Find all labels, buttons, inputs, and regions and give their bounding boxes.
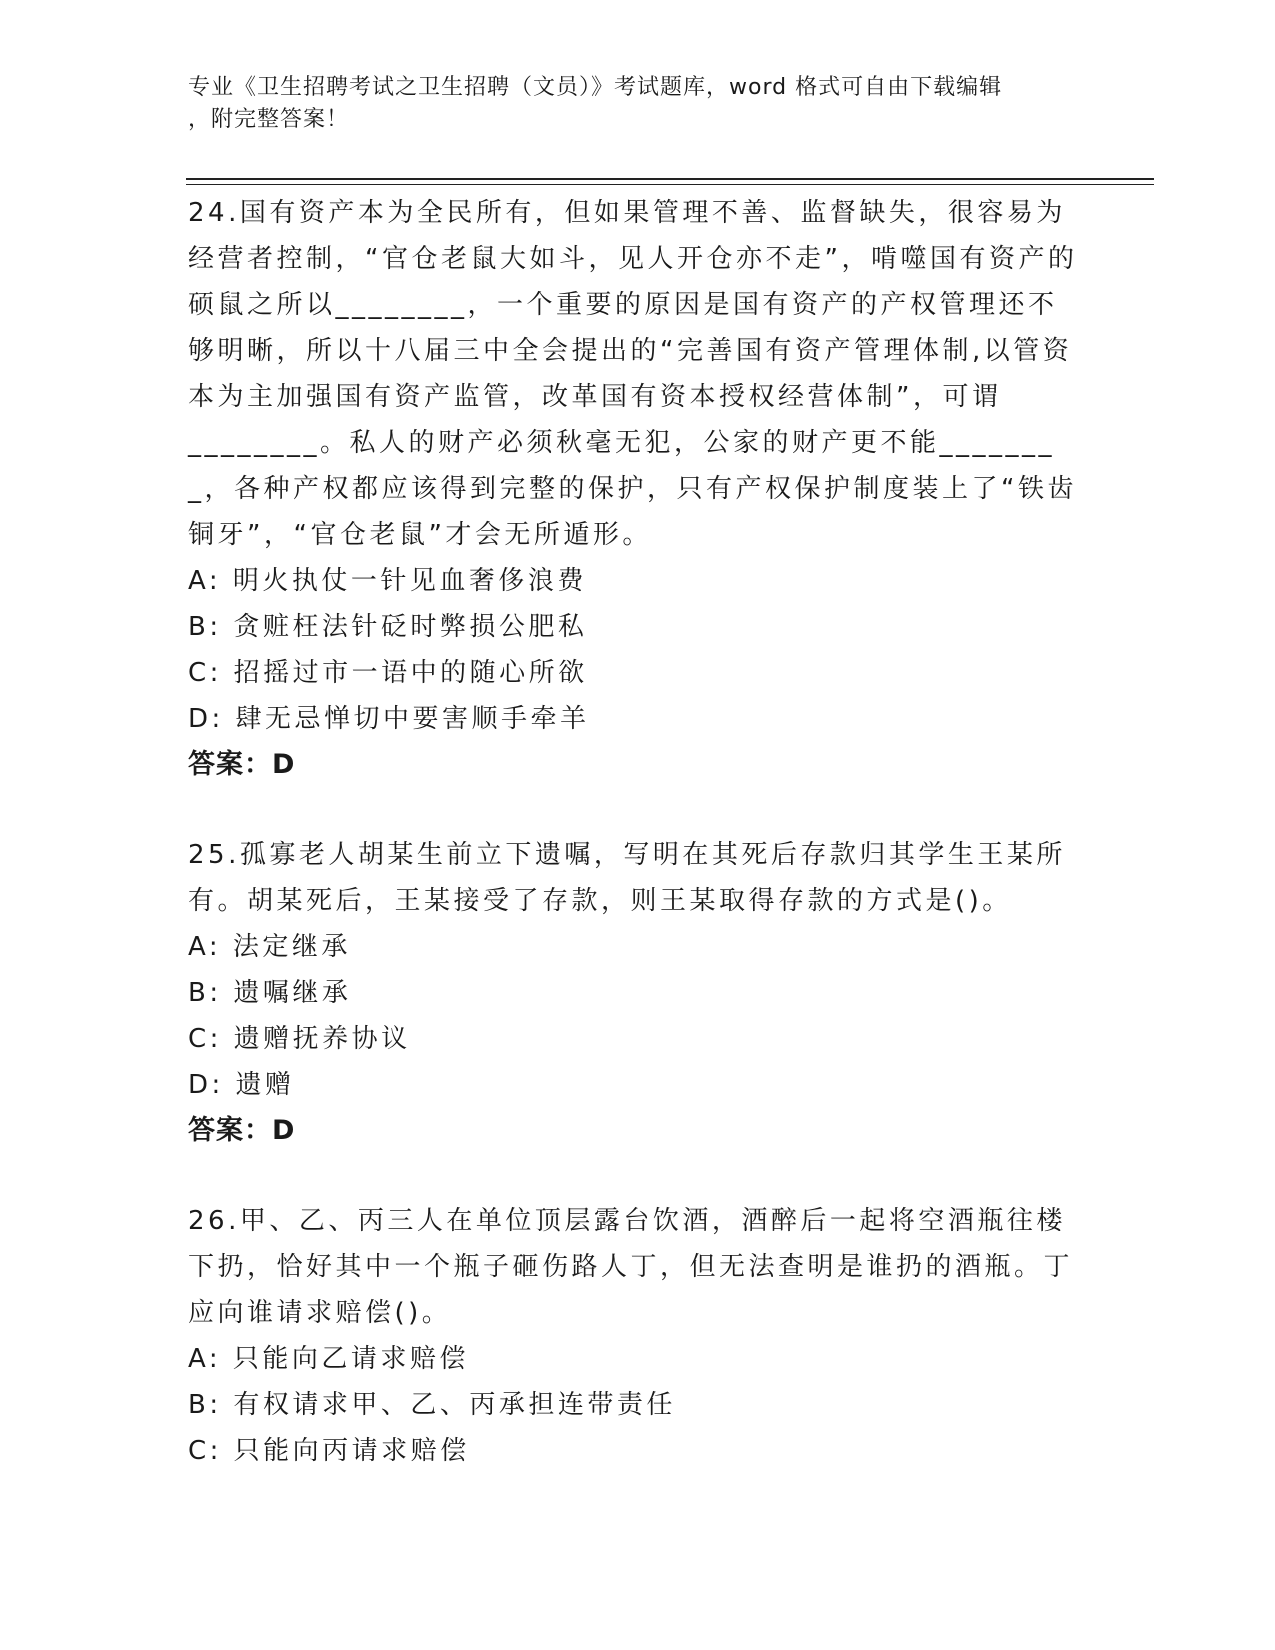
question-list <box>188 190 1078 1474</box>
page-header <box>188 72 1068 136</box>
question-text: 24.国有资产本为全民所有，但如果管理不善、监督缺失，很容易为经营者控制，“官仓老鼠大如斗，见人开仓亦不走”，啃噬国有资产的硕鼠之所以________，一个重要的原因是国有资产的产权管理还不够明晰，所以十八届三中全会提出的“完善国有资产管理体制,以管资本为主加强国有资产监管，改革国有资本授权经营体制”，可谓 ________。私人的财产必须秋毫无犯，公家的财产更不能________，各种产权都应该得到完整的保护，只有产权保护制度装上了“铁齿铜牙”，“官仓老鼠”才会无所遁形。 <box>188 198 1078 550</box>
question-text: 26.甲、乙、丙三人在单位顶层露台饮酒，酒醉后一起将空酒瓶往楼下扔，恰好其中一个瓶子砸伤路人丁，但无法查明是谁扔的酒瓶。丁应向谁请求赔偿()。 <box>188 1206 1074 1328</box>
option-a: A: 明火执仗一针见血奢侈浪费 <box>188 566 587 596</box>
question-26 <box>188 1198 1078 1474</box>
question-text: 25.孤寡老人胡某生前立下遗嘱，写明在其死后存款归其学生王某所有。胡某死后，王某接受了存款，则王某取得存款的方式是()。 <box>188 840 1066 916</box>
option-d: D: 遗赠 <box>188 1070 295 1100</box>
header-line-2: ，附完整答案！ <box>188 107 350 132</box>
question-24 <box>188 190 1078 788</box>
option-d: D: 肆无忌惮切中要害顺手牵羊 <box>188 704 590 734</box>
question-25 <box>188 832 1078 1154</box>
option-b: B: 遗嘱继承 <box>188 978 352 1008</box>
header-rule-thick <box>186 178 1154 180</box>
option-b: B: 贪赃枉法针砭时弊损公肥私 <box>188 612 588 642</box>
answer-line: 答案：D <box>188 749 296 780</box>
option-b: B: 有权请求甲、乙、丙承担连带责任 <box>188 1390 676 1420</box>
header-rule-thin <box>186 184 1154 185</box>
option-c: C: 招摇过市一语中的随心所欲 <box>188 658 588 688</box>
answer-line: 答案：D <box>188 1115 296 1146</box>
option-c: C: 遗赠抚养协议 <box>188 1024 411 1054</box>
header-line-1: 专业《卫生招聘考试之卫生招聘（文员）》考试题库，word 格式可自由下载编辑 <box>188 75 1003 100</box>
option-c: C: 只能向丙请求赔偿 <box>188 1436 470 1466</box>
option-a: A: 法定继承 <box>188 932 351 962</box>
option-a: A: 只能向乙请求赔偿 <box>188 1344 469 1374</box>
